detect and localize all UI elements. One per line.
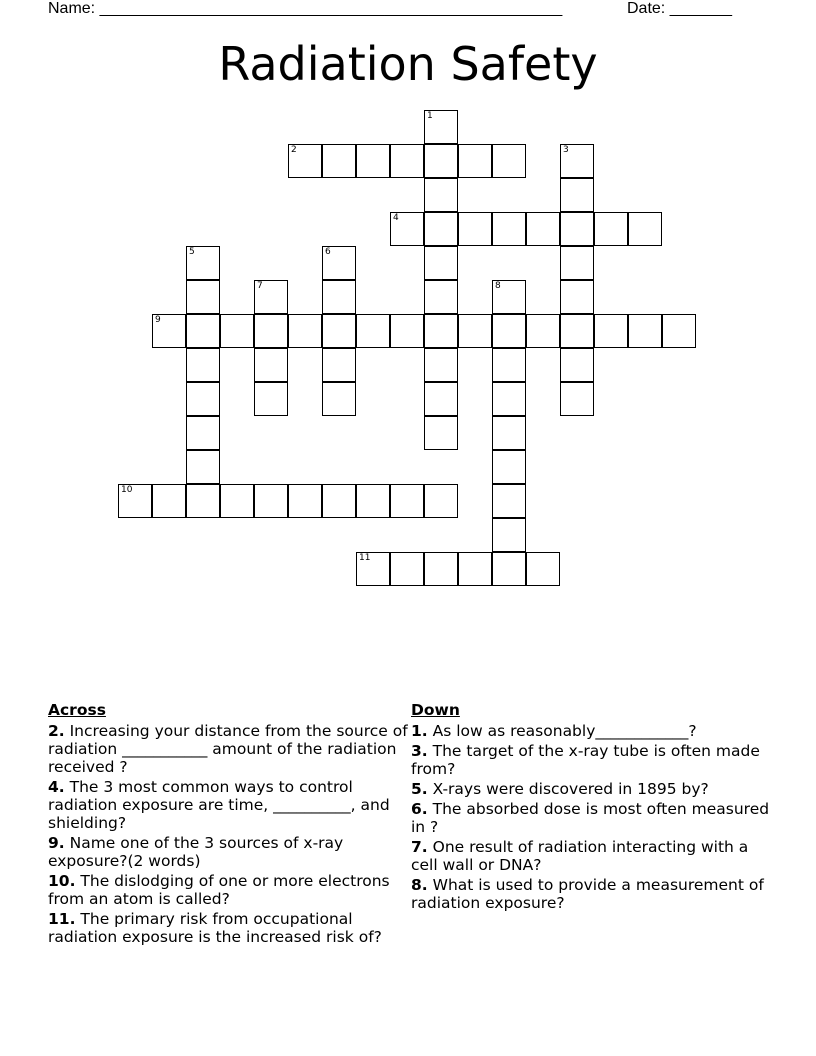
crossword-cell[interactable] [560,348,594,382]
crossword-cell[interactable] [492,212,526,246]
crossword-cell[interactable] [492,144,526,178]
crossword-cell[interactable] [356,314,390,348]
clue-text: One result of radiation interacting with a cell wall or DNA? [411,838,749,874]
crossword-cell[interactable] [424,348,458,382]
clue-number: 4 [393,213,399,223]
crossword-cell[interactable] [560,246,594,280]
crossword-cell[interactable] [288,144,322,178]
page-title: Radiation Safety [218,37,598,91]
crossword-cell[interactable] [526,212,560,246]
clue-number: 7 [257,281,263,291]
clue-number: 6. [411,800,428,818]
crossword-cell[interactable] [526,314,560,348]
crossword-cell[interactable] [458,212,492,246]
clue-number: 1. [411,722,428,740]
crossword-cell[interactable] [526,552,560,586]
down-heading: Down [411,701,460,719]
crossword-cell[interactable] [186,246,220,280]
clue-number: 7. [411,838,428,856]
clue-number: 3. [411,742,428,760]
clue-number: 3 [563,145,569,155]
crossword-cell[interactable] [254,484,288,518]
clue-text: The 3 most common ways to control radiation exposure are time, __________, and shielding? [48,778,390,832]
down-clue [411,780,771,798]
crossword-cell[interactable] [288,484,322,518]
clue-number: 4. [48,778,65,796]
down-clue [411,876,771,912]
across-clue [48,872,408,908]
crossword-cell[interactable] [186,314,220,348]
crossword-cell[interactable] [492,484,526,518]
crossword-cell[interactable] [492,416,526,450]
crossword-cell[interactable] [560,212,594,246]
crossword-cell[interactable] [322,484,356,518]
crossword-cell[interactable] [220,314,254,348]
clue-text: The absorbed dose is most often measured in ? [411,800,770,836]
down-clue [411,838,771,874]
crossword-cell[interactable] [458,314,492,348]
across-heading: Across [48,701,106,719]
crossword-cell[interactable] [220,484,254,518]
crossword-cell[interactable] [560,280,594,314]
crossword-cell[interactable] [152,484,186,518]
crossword-cell[interactable] [118,484,152,518]
clue-number: 8 [495,281,501,291]
crossword-cell[interactable] [322,314,356,348]
crossword-cell[interactable] [424,212,458,246]
crossword-cell[interactable] [424,144,458,178]
crossword-cell[interactable] [424,484,458,518]
crossword-cell[interactable] [662,314,696,348]
clue-text: What is used to provide a measurement of radiation exposure? [411,876,764,912]
crossword-cell[interactable] [492,314,526,348]
crossword-cell[interactable] [186,450,220,484]
down-clue [411,742,771,778]
across-clue [48,722,408,776]
clue-number: 10 [121,485,133,495]
crossword-cell[interactable] [594,314,628,348]
crossword-cell[interactable] [424,280,458,314]
clue-number: 11 [359,553,371,563]
clue-number: 9 [155,315,161,325]
crossword-cell[interactable] [492,518,526,552]
clue-number: 8. [411,876,428,894]
crossword-cell[interactable] [322,382,356,416]
across-clue [48,910,408,946]
crossword-cell[interactable] [424,382,458,416]
crossword-cell[interactable] [390,314,424,348]
crossword-cell[interactable] [186,382,220,416]
crossword-cell[interactable] [628,314,662,348]
crossword-cell[interactable] [560,144,594,178]
crossword-cell[interactable] [288,314,322,348]
down-clue [411,800,771,836]
crossword-cell[interactable] [424,552,458,586]
crossword-cell[interactable] [356,144,390,178]
clue-number: 5. [411,780,428,798]
crossword-cell[interactable] [458,144,492,178]
down-clue [411,722,771,740]
crossword-cell[interactable] [322,246,356,280]
clue-number: 1 [427,111,433,121]
crossword-cell[interactable] [356,484,390,518]
crossword-cell[interactable] [254,314,288,348]
crossword-cell[interactable] [254,280,288,314]
crossword-cell[interactable] [322,144,356,178]
clue-number: 2. [48,722,65,740]
crossword-cell[interactable] [322,348,356,382]
across-clue [48,778,408,832]
crossword-cell[interactable] [560,382,594,416]
crossword-cell[interactable] [322,280,356,314]
name-field-label: Name: ____________________________________________________ [48,0,563,17]
clue-text: The primary risk from occupational radiation exposure is the increased risk of? [48,910,382,946]
crossword-cell[interactable] [424,416,458,450]
crossword-cell[interactable] [186,348,220,382]
clue-text: X-rays were discovered in 1895 by? [427,780,709,798]
clue-number: 5 [189,247,195,257]
crossword-cell[interactable] [390,484,424,518]
crossword-cell[interactable] [492,450,526,484]
clue-text: As low as reasonably____________? [427,722,697,740]
crossword-cell[interactable] [458,552,492,586]
clue-text: The dislodging of one or more electrons from an atom is called? [48,872,390,908]
crossword-cell[interactable] [186,484,220,518]
crossword-cell[interactable] [492,280,526,314]
crossword-cell[interactable] [492,552,526,586]
crossword-cell[interactable] [186,416,220,450]
clue-text: Name one of the 3 sources of x-ray exposure?(2 words) [48,834,344,870]
crossword-cell[interactable] [560,314,594,348]
clue-number: 2 [291,145,297,155]
crossword-cell[interactable] [424,178,458,212]
crossword-cell[interactable] [424,246,458,280]
crossword-cell[interactable] [390,552,424,586]
crossword-cell[interactable] [254,348,288,382]
crossword-cell[interactable] [424,110,458,144]
clue-number: 9. [48,834,65,852]
crossword-cell[interactable] [560,178,594,212]
crossword-cell[interactable] [390,212,424,246]
across-clue [48,834,408,870]
crossword-cell[interactable] [390,144,424,178]
clue-text: The target of the x-ray tube is often made from? [411,742,760,778]
clue-number: 6 [325,247,331,257]
crossword-cell[interactable] [152,314,186,348]
crossword-cell[interactable] [254,382,288,416]
crossword-cell[interactable] [356,552,390,586]
crossword-cell[interactable] [492,348,526,382]
crossword-cell[interactable] [424,314,458,348]
down-clues [411,701,771,914]
crossword-cell[interactable] [594,212,628,246]
clue-number: 10. [48,872,76,890]
crossword-cell[interactable] [186,280,220,314]
date-field-label: Date: _______ [627,0,732,17]
crossword-cell[interactable] [628,212,662,246]
clue-text: Increasing your distance from the source of radiation ___________ amount of the radiation received ? [48,722,408,776]
crossword-cell[interactable] [492,382,526,416]
across-clues [48,701,408,948]
clue-number: 11. [48,910,76,928]
